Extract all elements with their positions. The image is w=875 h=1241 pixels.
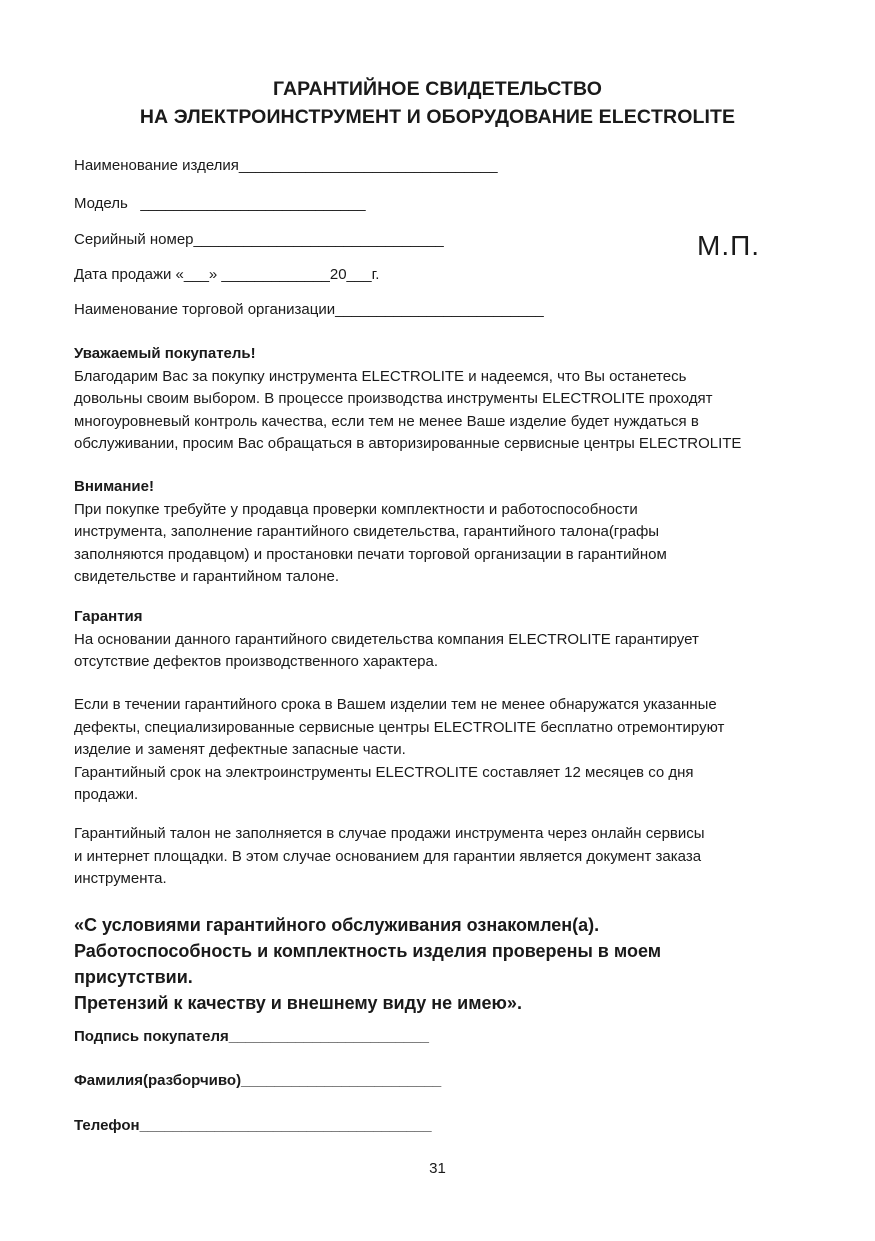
online-text: Гарантийный талон не заполняется в случае продажи инструмента через онлайн сервисы и интернет площадки. В этом случае основанием для гарантии является документ заказа инструмента. bbox=[74, 825, 705, 887]
stamp-placeholder: М.П. bbox=[697, 230, 761, 261]
title-line-2: НА ЭЛЕКТРОИНСТРУМЕНТ И ОБОРУДОВАНИЕ ELECTROLITE bbox=[139, 106, 736, 128]
warranty-text: На основании данного гарантийного свидетельства компания ELECTROLITE гарантирует отсутствие дефектов производственного характера. bbox=[74, 630, 699, 670]
dear-customer-heading: Уважаемый покупатель! bbox=[74, 345, 256, 362]
product-name-field[interactable]: Наименование изделия_______________________________ bbox=[74, 157, 498, 174]
online-section bbox=[74, 823, 834, 891]
warranty-heading: Гарантия bbox=[74, 608, 143, 625]
warranty-section bbox=[74, 606, 834, 674]
buyer-surname-field[interactable]: Фамилия(разборчиво)________________________ bbox=[74, 1072, 442, 1089]
attention-heading: Внимание! bbox=[74, 478, 154, 495]
sale-date-field[interactable]: Дата продажи «___» _____________20___г. bbox=[74, 266, 380, 283]
page-number: 31 bbox=[429, 1160, 446, 1177]
defects-text: Если в течении гарантийного срока в Вашем изделии тем не менее обнаружатся указанные дефекты, специализированные сервисные центры ELECTROLITE бесплатно отремонтируют изделие и заменят дефектные запасные части. Гарантийный срок на электроинструменты ELECTROLITE составляет 12 месяцев со дня продажи. bbox=[74, 696, 725, 803]
title-line-1: ГАРАНТИЙНОЕ СВИДЕТЕЛЬСТВО bbox=[273, 78, 602, 100]
attention-section bbox=[74, 476, 834, 589]
trade-organization-field[interactable]: Наименование торговой организации_________________________ bbox=[74, 301, 544, 318]
dear-customer-text: Благодарим Вас за покупку инструмента ELECTROLITE и надеемся, что Вы останетесь довольны своим выбором. В процессе производства инструменты ELECTROLITE проходят многоуровневый контроль качества, если тем не менее Ваше изделие будет нуждаться в обслуживании, просим Вас обращаться в авторизированные сервисные центры ELECTROLITE bbox=[74, 367, 742, 452]
buyer-phone-field[interactable]: Телефон___________________________________ bbox=[74, 1117, 432, 1134]
acknowledgement-statement: «С условиями гарантийного обслуживания ознакомлен(а). Работоспособность и комплектность изделия проверены в моем присутствии. Претензий к качеству и внешнему виду не имею». bbox=[74, 915, 662, 1013]
defects-section bbox=[74, 694, 834, 807]
dear-customer-section bbox=[74, 343, 834, 456]
attention-text: При покупке требуйте у продавца проверки комплектности и работоспособности инструмента, заполнение гарантийного свидетельства, гарантийного талона(графы заполняются продавцом) и простановки печати торговой организации в гарантийном свидетельстве и гарантийном талоне. bbox=[74, 500, 667, 585]
model-field[interactable]: Модель ___________________________ bbox=[74, 195, 366, 212]
serial-number-field[interactable]: Серийный номер______________________________ bbox=[74, 231, 444, 248]
buyer-signature-field[interactable]: Подпись покупателя________________________ bbox=[74, 1028, 429, 1045]
